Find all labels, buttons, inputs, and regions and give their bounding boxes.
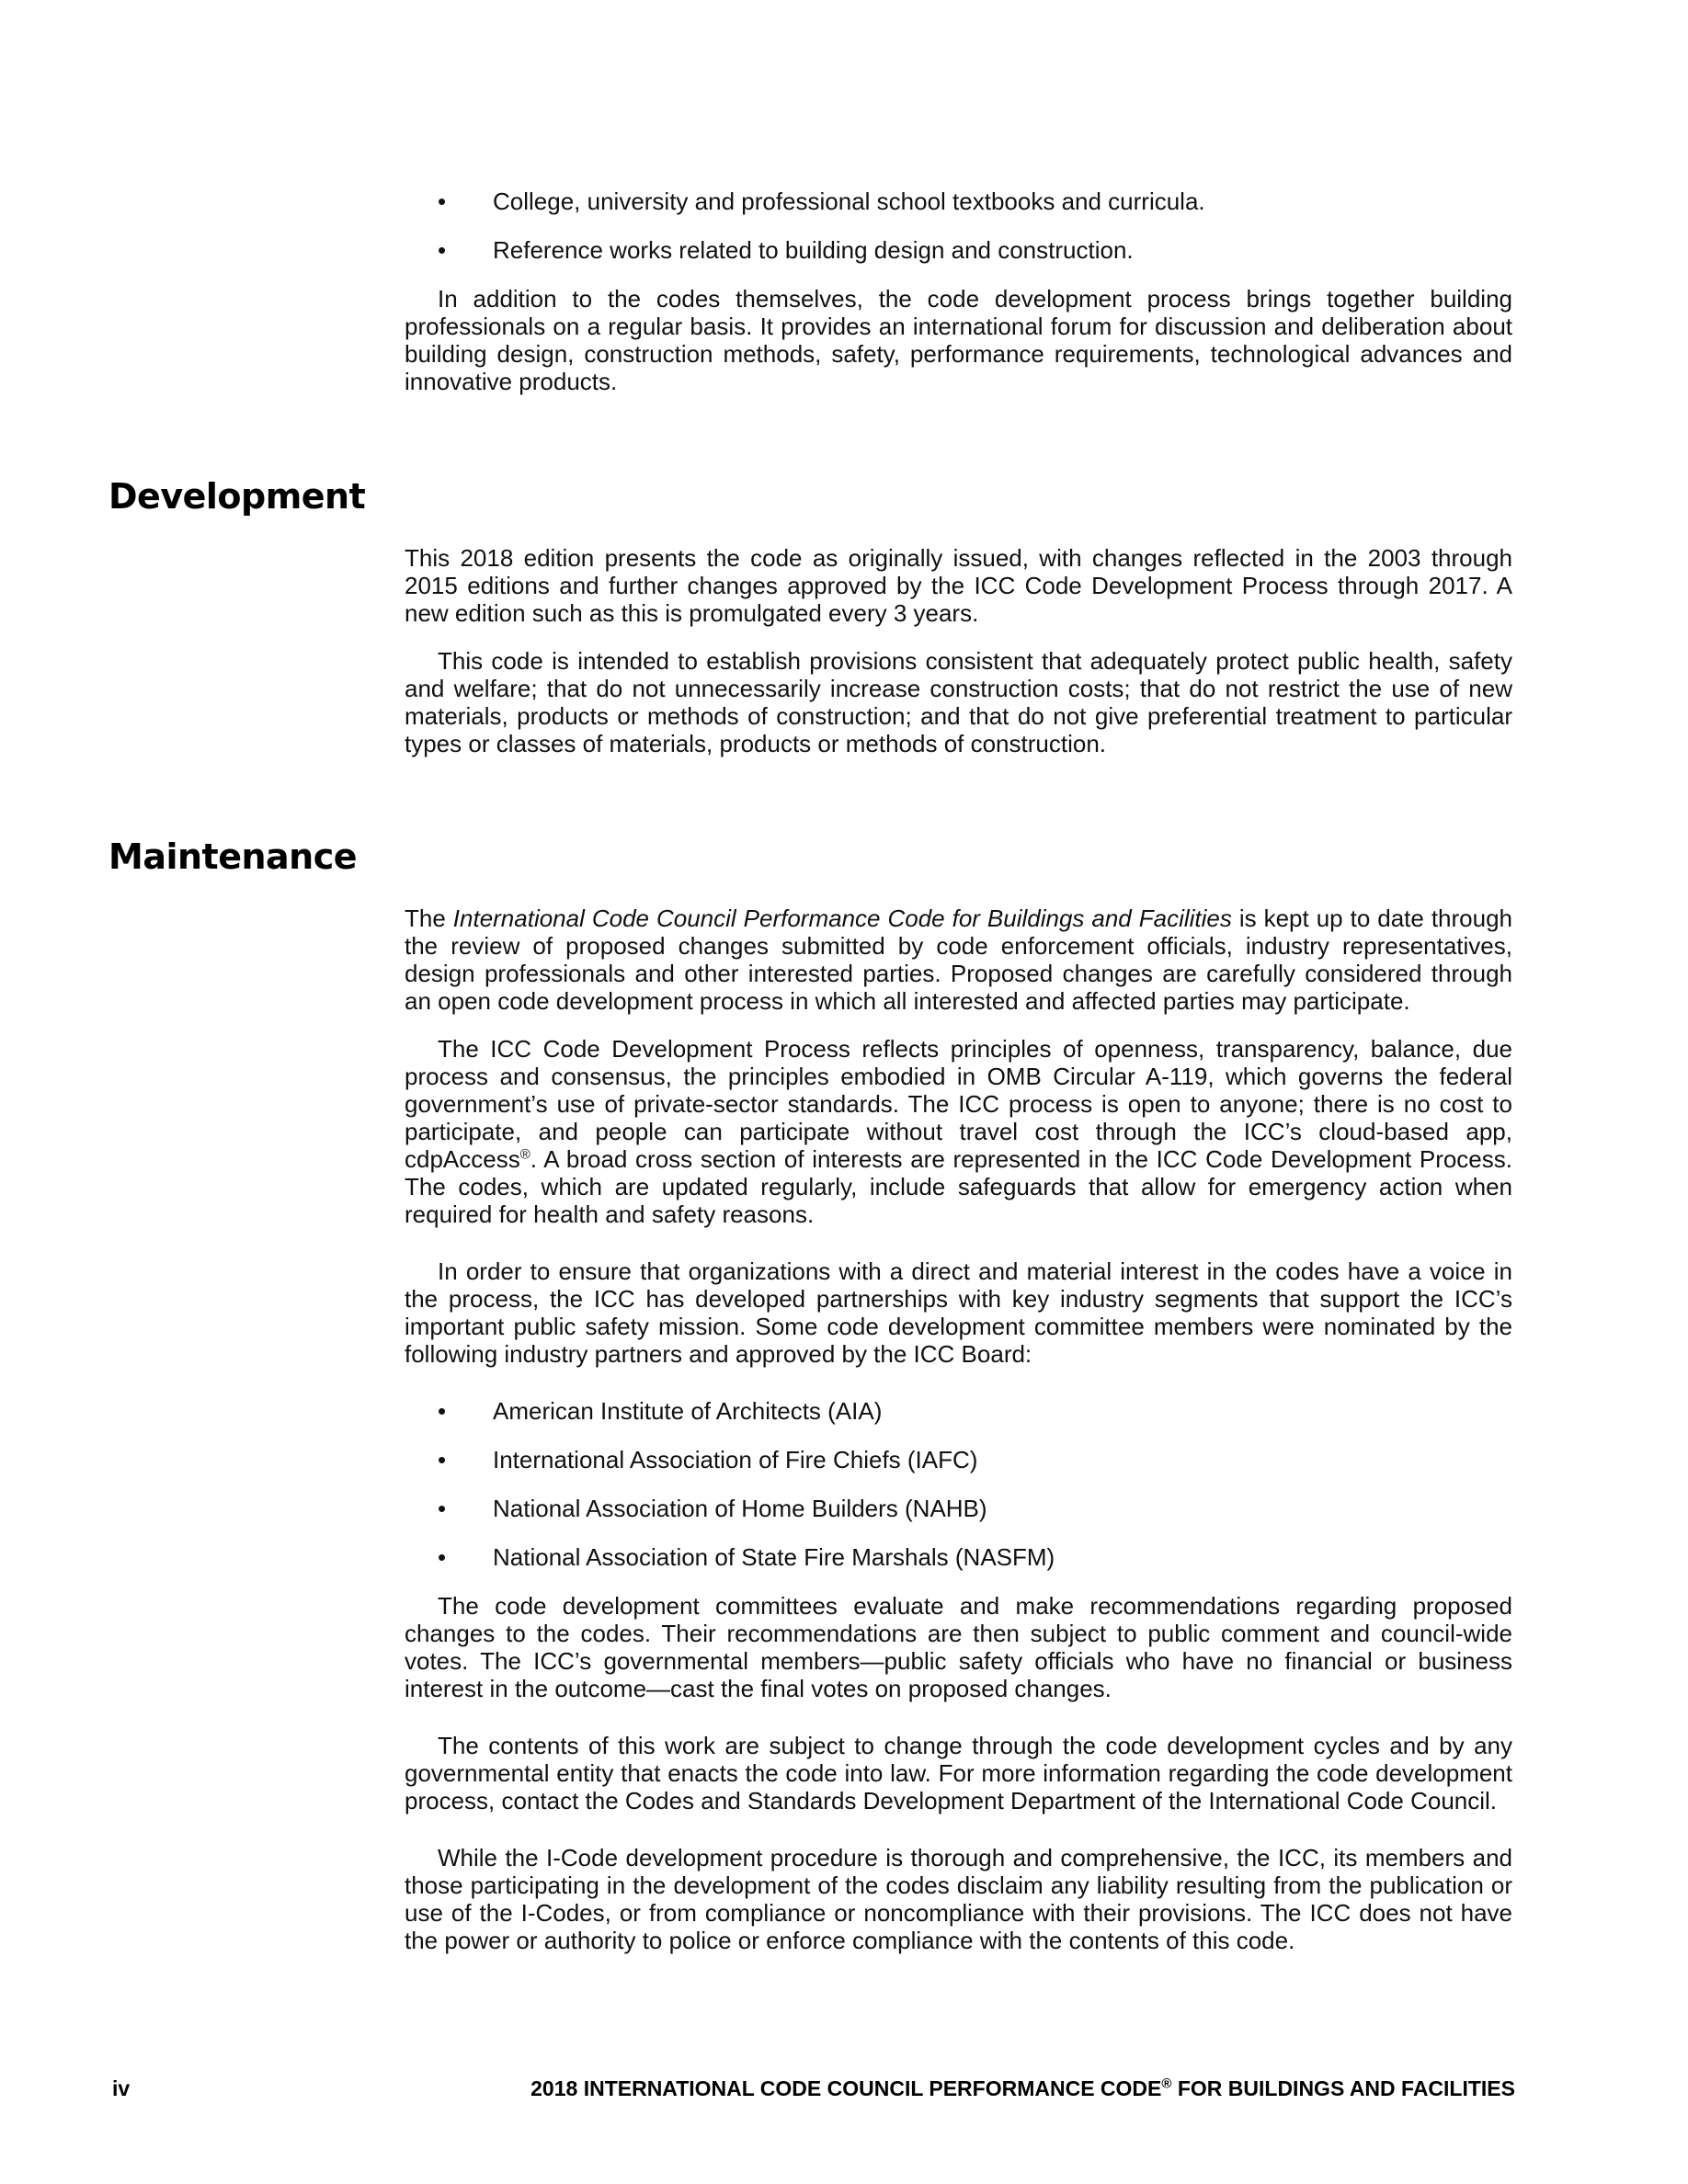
industry-partners-list [405,1397,1512,1571]
development-section [405,544,1512,778]
maintenance-paragraph: The code development committees evaluate and make recommendations regarding proposed changes to the codes. Their recommendations are then subject to public comment and council-wide votes. The ICC’s governmental members—public safety officials who have no financial or business interest in the outcome—cast the final votes on proposed changes. [405,1592,1512,1702]
development-heading: Development [108,476,366,517]
list-item: • College, university and professional school textbooks and curricula. [405,188,1512,215]
list-item: • Reference works related to building design and construction. [405,236,1512,264]
maintenance-paragraph [405,904,1512,1015]
list-item: • National Association of State Fire Marshals (NASFM) [405,1543,1512,1571]
page-number: iv [112,2076,131,2100]
code-title-italic: International Code Council Performance Code for Buildings and Facilities [452,904,1232,932]
intro-bullet-list [405,188,1512,264]
intro-paragraph: In addition to the codes themselves, the code development process brings together building professionals on a regular basis. It provides an international forum for discussion and deliberation about building design, construction methods, safety, performance requirements, technological advances and innovative products. [405,285,1512,395]
development-paragraph: This 2018 edition presents the code as originally issued, with changes reflected in the 2003 through 2015 editions and further changes approved by the ICC Code Development Process through 2017. A new edition such as this is promulgated every 3 years. [405,544,1512,627]
list-item: • National Association of Home Builders (NAHB) [405,1495,1512,1522]
maintenance-section [405,904,1512,1974]
text-span: The [405,904,453,932]
text-span: . A broad cross section of interests are represented in the ICC Code Development Process. The codes, which are updated regularly, include safeguards that allow for emergency action when required for health and safety reasons. [405,1145,1512,1228]
maintenance-paragraph: The contents of this work are subject to change through the code development cycles and by any governmental entity that enacts the code into law. For more information regarding the code development process, contact the Codes and Standards Development Department of the International Code Council. [405,1732,1512,1814]
maintenance-heading: Maintenance [108,836,358,877]
text-span: The ICC Code Development Process reflects principles of openness, transparency, balance, due process and consensus, the principles embodied in OMB Circular A-119, which governs the federal government’s use of private-sector standards. The ICC process is open to anyone; there is no cost to participate, and people can participate without travel cost through the ICC’s cloud-based app, cdpAccess [405,1035,1512,1173]
registered-mark: ® [519,1146,530,1163]
intro-section [405,188,1512,415]
text-span: FOR BUILDINGS AND FACILITIES [1171,2076,1515,2100]
registered-mark: ® [1161,2076,1172,2092]
list-item: • International Association of Fire Chiefs (IAFC) [405,1446,1512,1473]
maintenance-paragraph [405,1035,1512,1228]
maintenance-paragraph: In order to ensure that organizations with a direct and material interest in the codes have a voice in the process, the ICC has developed partnerships with key industry segments that support the ICC’s important public safety mission. Some code development committee members were nominated by the following industry partners and approved by the ICC Board: [405,1257,1512,1368]
text-span: is kept up to date through the review of proposed changes submitted by code enforcement officials, industry representatives, design professionals and other interested parties. Proposed changes are carefully considered through an open code development process in which all interested and affected parties may participate. [405,904,1513,1015]
text-span: 2018 INTERNATIONAL CODE COUNCIL PERFORMANCE CODE [530,2076,1162,2100]
maintenance-paragraph: While the I-Code development procedure is thorough and comprehensive, the ICC, its members and those participating in the development of the codes disclaim any liability resulting from the publication or use of the I-Codes, or from compliance or noncompliance with their provisions. The ICC does not have the power or authority to police or enforce compliance with the contents of this code. [405,1844,1512,1954]
running-footer-title [530,2076,1515,2101]
development-paragraph: This code is intended to establish provisions consistent that adequately protect public health, safety and welfare; that do not unnecessarily increase construction costs; that do not restrict the use of new materials, products or methods of construction; and that do not give preferential treatment to particular types or classes of materials, products or methods of construction. [405,647,1512,757]
list-item: • American Institute of Architects (AIA) [405,1397,1512,1425]
